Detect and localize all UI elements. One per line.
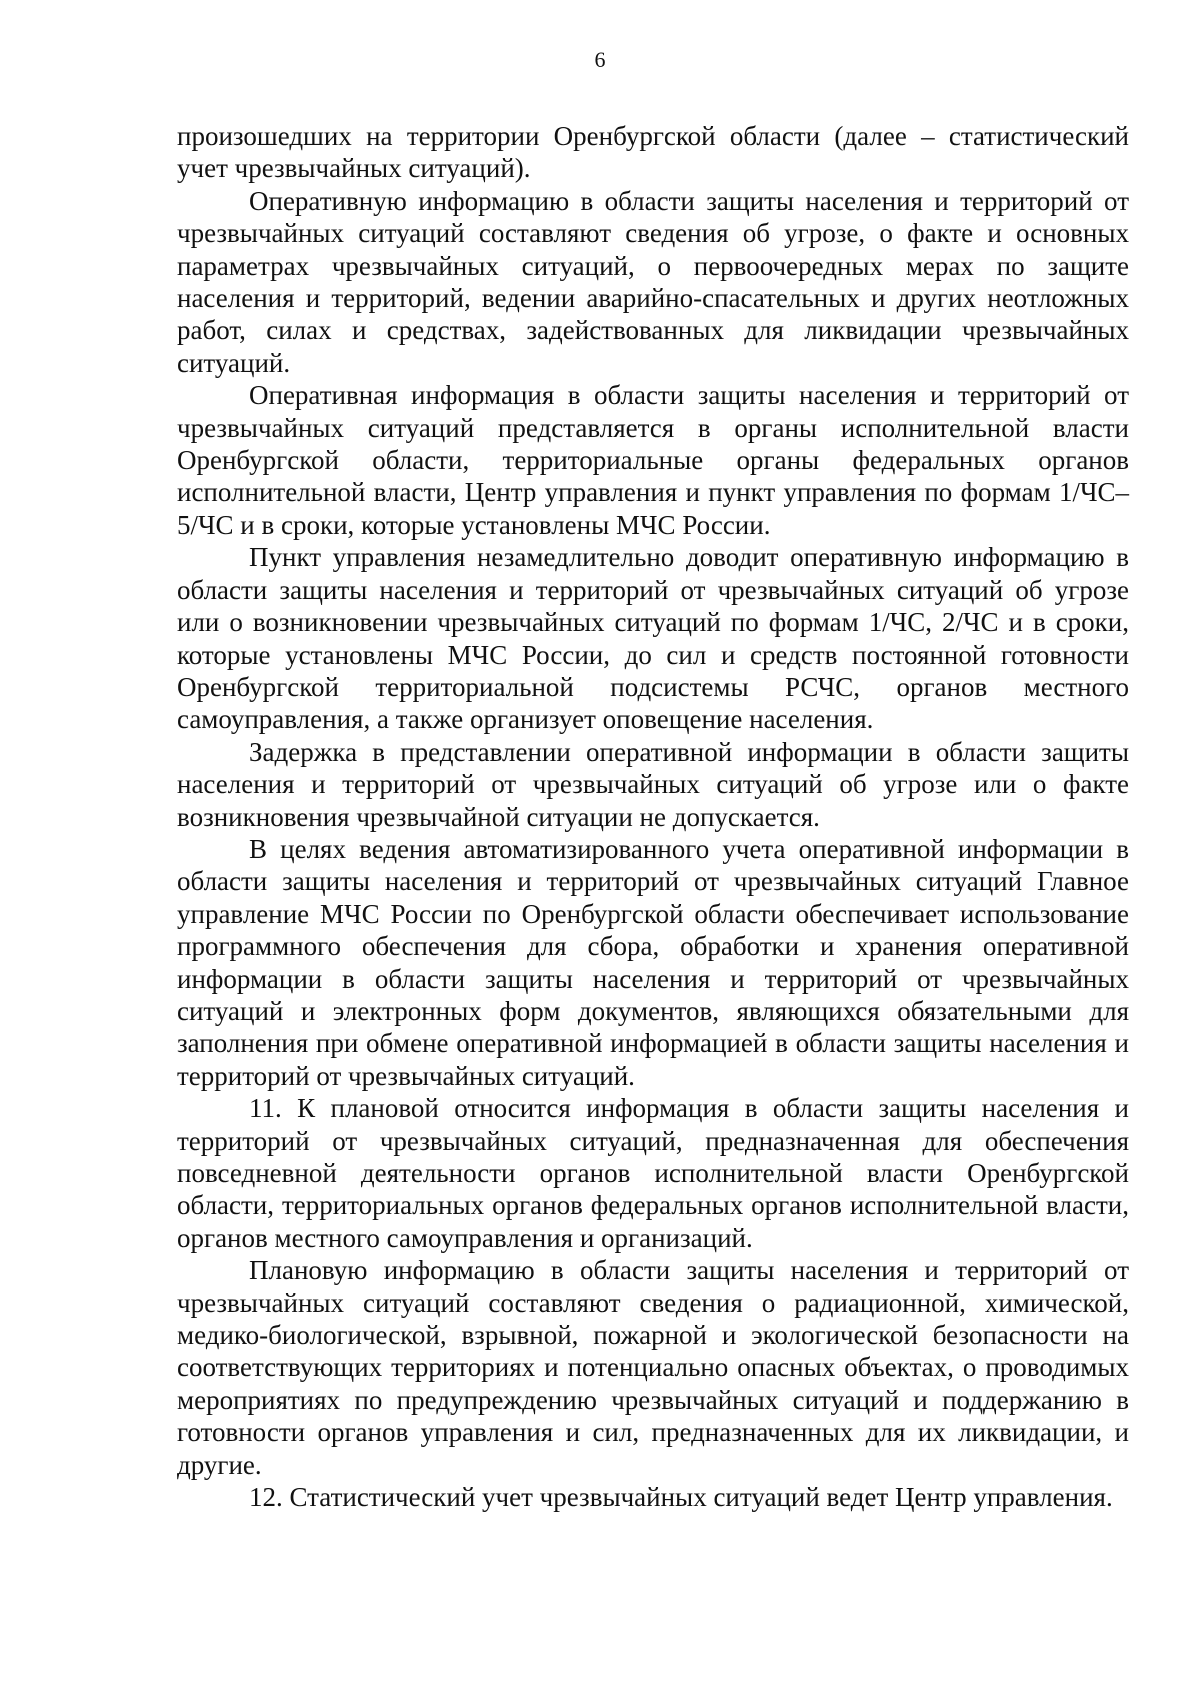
paragraph-delay-not-allowed: Задержка в представлении оперативной информации в области защиты населения и территорий от чрезвычайных ситуаций об угрозе или о факте возникновения чрезвычайной ситуации не допускается. (177, 736, 1129, 832)
paragraph-continuation: произошедших на территории Оренбургской области (далее – статистический учет чрезвычайных ситуаций). (177, 121, 1129, 184)
page-number: 6 (594, 47, 606, 72)
paragraph-operational-info-content: Оперативную информацию в области защиты населения и территорий от чрезвычайных ситуаций составляют сведения об угрозе, о факте и основных параметрах чрезвычайных ситуаций, о первоочередных мерах по защите населения и территорий, ведении аварийно-спасательных и других неотложных работ, силах и средствах, задействованных для ликвидации чрезвычайных ситуаций. (177, 185, 1129, 378)
paragraph-item-11: 11. К плановой относится информация в области защиты населения и территорий от чрезвычайных ситуаций, предназначенная для обеспечения повседневной деятельности органов исполнительной власти Оренбургской области, территориальных органов федеральных органов исполнительной власти, органов местного самоуправления и организаций. (177, 1093, 1129, 1253)
paragraph-automated-accounting: В целях ведения автоматизированного учета оперативной информации в области защиты населения и территорий от чрезвычайных ситуаций Главное управление МЧС России по Оренбургской области обеспечивает использование программного обеспечения для сбора, обработки и хранения оперативной информации в области защиты населения и территорий от чрезвычайных ситуаций и электронных форм документов, являющихся обязательными для заполнения при обмене оперативной информацией в области защиты населения и территорий от чрезвычайных ситуаций. (177, 833, 1129, 1091)
paragraph-planned-info-content: Плановую информацию в области защиты населения и территорий от чрезвычайных ситуаций составляют сведения о радиационной, химической, медико-биологической, взрывной, пожарной и экологической безопасности на соответствующих территориях и потенциально опасных объектах, о проводимых мероприятиях по предупреждению чрезвычайных ситуаций и поддержанию в готовности органов управления и сил, предназначенных для их ликвидации, и другие. (177, 1255, 1129, 1480)
paragraph-control-point-duties: Пункт управления незамедлительно доводит оперативную информацию в области защиты населения и территорий от чрезвычайных ситуаций об угрозе или о возникновении чрезвычайных ситуаций по формам 1/ЧС, 2/ЧС и в сроки, которые установлены МЧС России, до сил и средств постоянной готовности Оренбургской территориальной подсистемы РСЧС, органов местного самоуправления, а также организует оповещение населения. (177, 542, 1129, 735)
document-body (177, 120, 1129, 1513)
paragraph-item-12: 12. Статистический учет чрезвычайных ситуаций ведет Центр управления. (249, 1482, 1113, 1513)
paragraph-operational-info-submission: Оперативная информация в области защиты населения и территорий от чрезвычайных ситуаций представляется в органы исполнительной власти Оренбургской области, территориальные органы федеральных органов исполнительной власти, Центр управления и пункт управления по формам 1/ЧС–5/ЧС и в сроки, которые установлены МЧС России. (177, 380, 1129, 540)
